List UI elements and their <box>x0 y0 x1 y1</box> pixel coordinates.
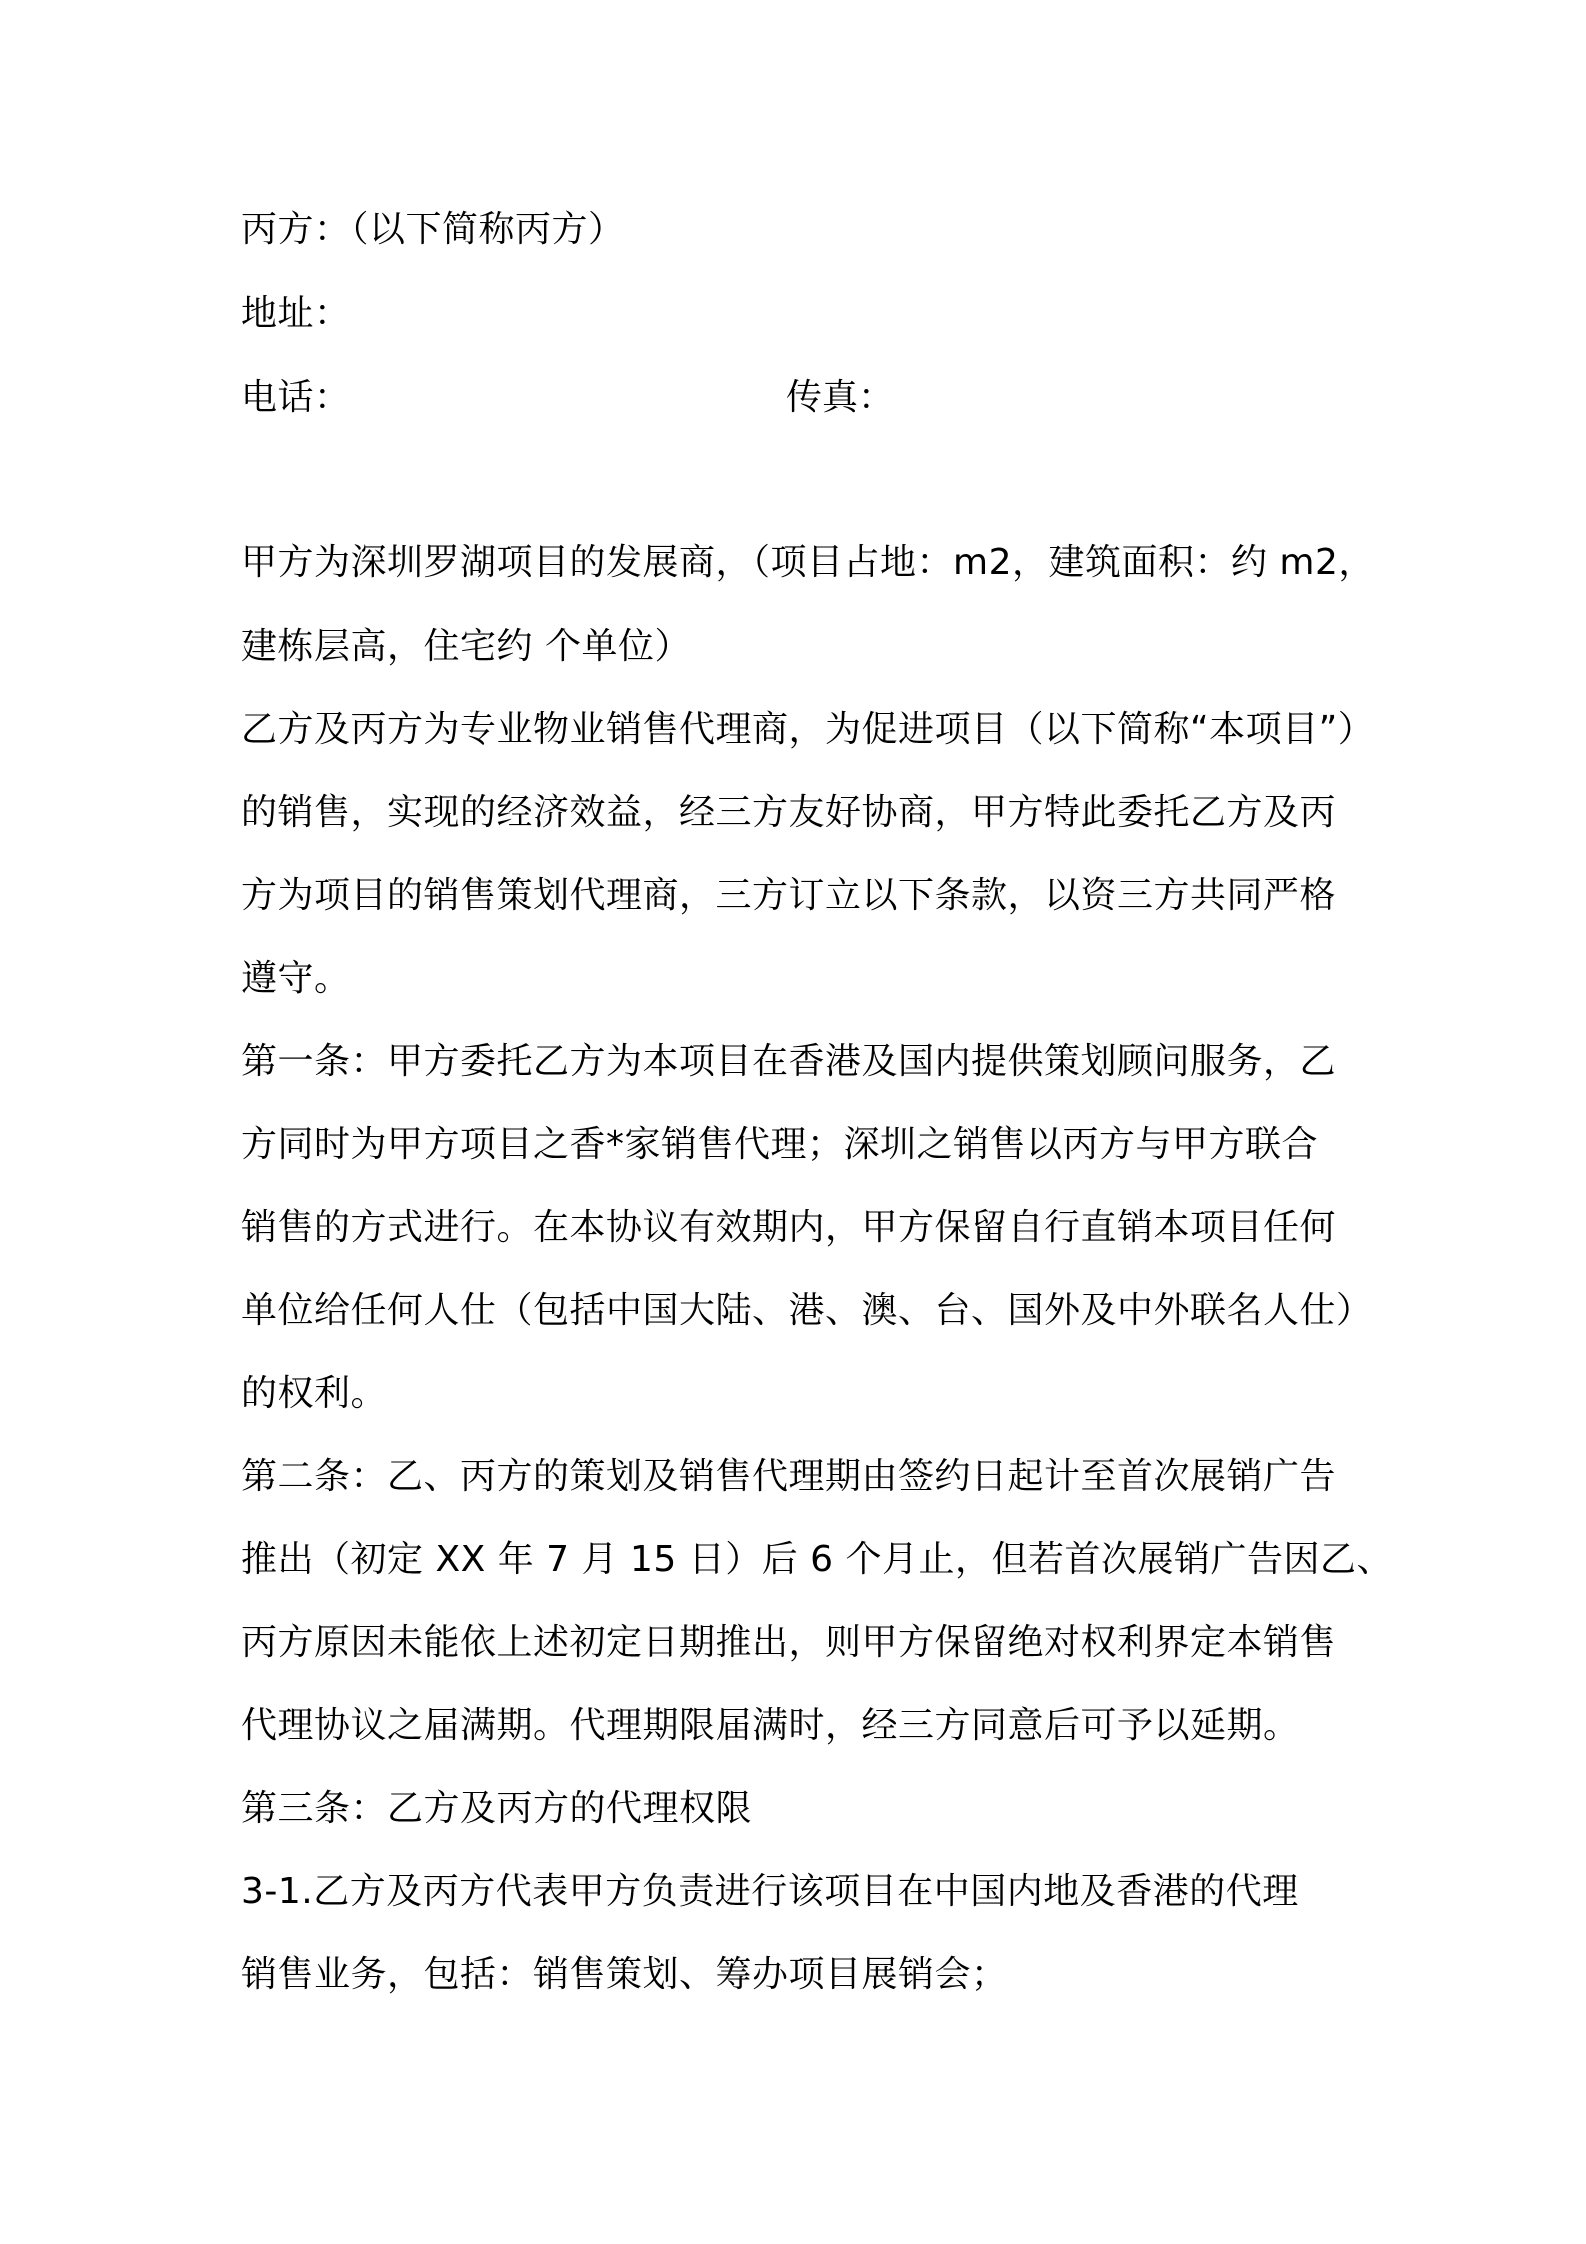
party-c-line: 丙方：（以下简称丙方） <box>241 209 625 250</box>
article-1-line: 第一条：甲方委托乙方为本项目在香港及国内提供策划顾问服务，乙 <box>241 1041 1337 1082</box>
paragraph-line: 方为项目的销售策划代理商，三方订立以下条款，以资三方共同严格 <box>241 875 1337 916</box>
article-2-line: 代理协议之届满期。代理期限届满时，经三方同意后可予以延期。 <box>241 1705 1300 1746</box>
article-2-line: 推出（初定 XX 年 7 月 15 日）后 6 个月止，但若首次展销广告因乙、 <box>241 1539 1393 1580</box>
article-2-line: 丙方原因未能依上述初定日期推出，则甲方保留绝对权利界定本销售 <box>241 1622 1337 1663</box>
phone-label: 电话： <box>241 377 351 418</box>
clause-3-1-line: 销售业务，包括：销售策划、筹办项目展销会； <box>241 1954 1008 1995</box>
article-1-line: 的权利。 <box>241 1373 388 1414</box>
paragraph-line: 建栋层高，住宅约 个单位） <box>241 626 691 667</box>
article-1-line: 方同时为甲方项目之香*家销售代理；深圳之销售以丙方与甲方联合 <box>241 1124 1319 1165</box>
paragraph-line: 遵守。 <box>241 958 351 999</box>
article-1-line: 销售的方式进行。在本协议有效期内，甲方保留自行直销本项目任何 <box>241 1207 1337 1248</box>
article-1-line: 单位给任何人仕（包括中国大陆、港、澳、台、国外及中外联名人仕） <box>241 1290 1373 1331</box>
fax-label: 传真： <box>786 377 895 418</box>
article-2-line: 第二条：乙、丙方的策划及销售代理期由签约日起计至首次展销广告 <box>241 1456 1337 1497</box>
paragraph-line: 甲方为深圳罗湖项目的发展商，（项目占地：m2，建筑面积：约 m2， <box>241 542 1375 583</box>
article-3-heading: 第三条：乙方及丙方的代理权限 <box>241 1788 753 1829</box>
address-label: 地址： <box>241 293 351 334</box>
clause-3-1-line: 3-1.乙方及丙方代表甲方负责进行该项目在中国内地及香港的代理 <box>241 1871 1299 1912</box>
paragraph-line: 的销售，实现的经济效益，经三方友好协商，甲方特此委托乙方及丙 <box>241 792 1337 833</box>
paragraph-line: 乙方及丙方为专业物业销售代理商，为促进项目（以下简称“本项目”） <box>241 709 1375 750</box>
